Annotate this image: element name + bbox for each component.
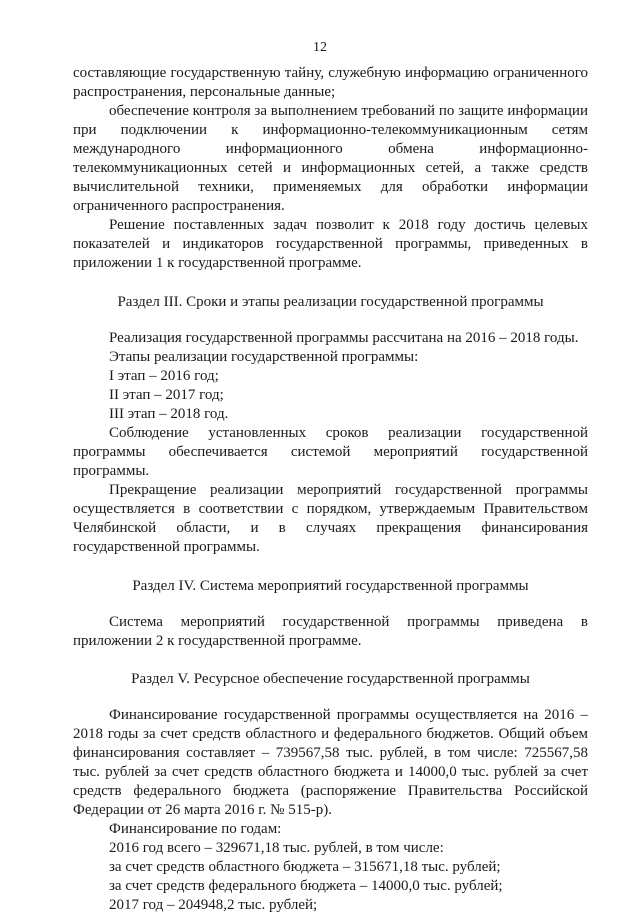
- paragraph: составляющие государственную тайну, служебную информацию ограниченного распространения, персональные данные;: [73, 65, 588, 100]
- section-heading-3: Раздел III. Сроки и этапы реализации государственной программы: [117, 294, 544, 310]
- page-number: 12: [313, 40, 327, 55]
- stage-line: III этап – 2018 год.: [109, 406, 229, 422]
- paragraph: Соблюдение установленных сроков реализации государственной программы обеспечивается системой мероприятий государственной программы.: [73, 425, 588, 479]
- funding-line: 2017 год – 204948,2 тыс. рублей;: [109, 897, 318, 913]
- paragraph: Этапы реализации государственной программы:: [109, 349, 419, 365]
- funding-line: 2016 год всего – 329671,18 тыс. рублей, в том числе:: [109, 840, 444, 856]
- paragraph: Финансирование по годам:: [109, 821, 282, 837]
- paragraph: Финансирование государственной программы осуществляется на 2016 – 2018 годы за счет средств областного и федерального бюджетов. Общий объем финансирования составляет – 739567,58 тыс. рублей, в том числе: 725567,58 тыс. рублей за счет средств областного бюджета и 14000,0 тыс. рублей за счет средств федерального бюджета (распоряжение Правительства Российской Федерации от 26 марта 2016 г. № 515-р).: [73, 707, 588, 818]
- funding-line: за счет средств областного бюджета – 315671,18 тыс. рублей;: [109, 859, 501, 875]
- stage-line: II этап – 2017 год;: [109, 387, 224, 403]
- document-body: [73, 64, 588, 915]
- paragraph: обеспечение контроля за выполнением требований по защите информации при подключении к информационно-телекоммуникационным сетям международного информационного обмена информационно-телекоммуникационных сетей и информационных сетей, а также средств вычислительной техники, применяемых для обработки информации ограниченного распространения.: [73, 103, 588, 214]
- paragraph: Реализация государственной программы рассчитана на 2016 – 2018 годы.: [109, 330, 579, 346]
- section-heading-4: Раздел IV. Система мероприятий государственной программы: [132, 578, 529, 594]
- section-heading-5: Раздел V. Ресурсное обеспечение государственной программы: [131, 671, 530, 687]
- paragraph: Система мероприятий государственной программы приведена в приложении 2 к государственной программе.: [73, 614, 588, 649]
- paragraph: Прекращение реализации мероприятий государственной программы осуществляется в соответствии с порядком, утверждаемым Правительством Челябинской области, и в случаях прекращения финансирования государственной программы.: [73, 482, 588, 555]
- stage-line: I этап – 2016 год;: [109, 368, 219, 384]
- paragraph: Решение поставленных задач позволит к 2018 году достичь целевых показателей и индикаторов государственной программы, приведенных в приложении 1 к государственной программе.: [73, 217, 588, 271]
- funding-line: за счет средств федерального бюджета – 14000,0 тыс. рублей;: [109, 878, 503, 894]
